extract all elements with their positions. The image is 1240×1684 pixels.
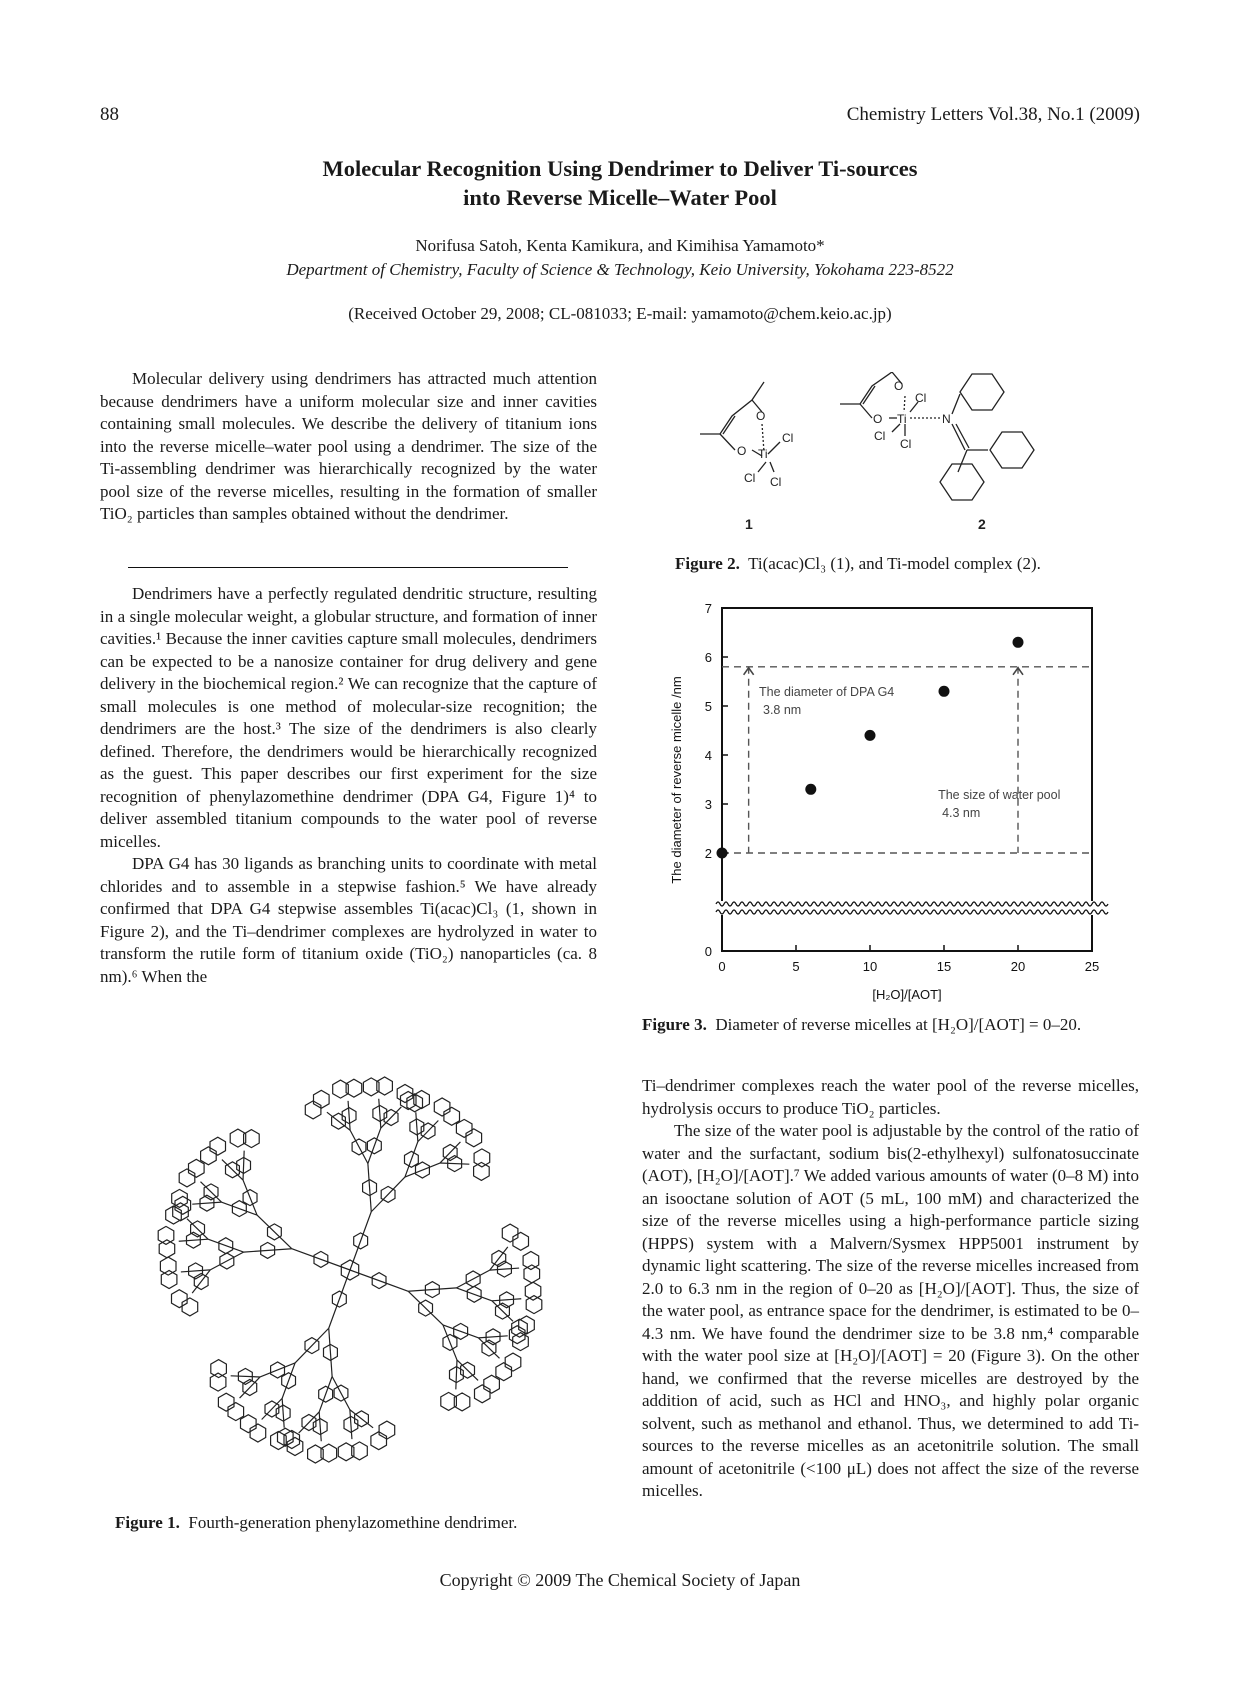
bond xyxy=(295,1328,329,1363)
figure-2-caption xyxy=(675,553,1195,575)
y-tick-label: 6 xyxy=(704,650,712,665)
phenyl-ring xyxy=(434,1098,450,1116)
atom-label: Cl xyxy=(915,391,927,405)
phenyl-ring xyxy=(158,1226,174,1244)
phenyl-ring xyxy=(241,1415,257,1433)
atom-label: Cl xyxy=(782,431,794,445)
atom-label: N xyxy=(942,412,951,426)
annotation-text: The size of water pool xyxy=(938,788,1061,803)
bond xyxy=(408,1288,456,1291)
atom-label: O xyxy=(894,379,904,393)
body-left-column xyxy=(100,583,597,988)
phenyl-ring xyxy=(228,1403,244,1421)
phenyl-ring xyxy=(201,1147,217,1165)
bond xyxy=(257,1215,292,1249)
figure-1-caption-text: Fourth-generation phenylazomethine dendrimer. xyxy=(188,1513,518,1532)
phenyl-ring xyxy=(210,1373,226,1391)
bond xyxy=(368,1128,381,1163)
x-tick-label: 25 xyxy=(1084,959,1100,974)
bond xyxy=(371,1177,405,1212)
phenyl-ring xyxy=(172,1290,188,1308)
bond xyxy=(350,1130,368,1163)
compound-1-structure xyxy=(700,382,780,472)
phenyl-ring xyxy=(444,1107,460,1125)
y-tick-label: 5 xyxy=(704,699,712,714)
bond xyxy=(179,1239,208,1241)
atom-label: O xyxy=(873,412,883,426)
bond xyxy=(490,1268,519,1270)
figure-3-caption xyxy=(642,1014,1139,1036)
phenyl-ring xyxy=(211,1360,227,1378)
phenyl-ring xyxy=(484,1375,500,1393)
figure-3-chart xyxy=(662,595,1114,1005)
phenyl-ring xyxy=(179,1169,195,1187)
phenyl-ring xyxy=(210,1137,226,1155)
bond xyxy=(350,1410,352,1439)
body-paragraph: DPA G4 has 30 ligands as branching units to coordinate with metal chlorides and to assemble in a stepwise fashion.⁵ We have already confirmed that DPA G4 stepwise assembles Ti(acac)Cl₃ (1, shown in Figure 2), and the Ti–dendrimer complexes are hydrolyzed in water to transform the rutile form of titanium oxide (TiO₂) nanoparticles (ca. 8 nm).⁶ When the xyxy=(100,854,597,986)
phenyl-ring xyxy=(250,1424,266,1442)
y-tick-label: 7 xyxy=(704,601,712,616)
bond xyxy=(260,1363,295,1377)
compound-2-structure xyxy=(840,372,1034,500)
bond xyxy=(332,1376,350,1409)
bond xyxy=(456,1360,457,1389)
x-axis-label: [H₂O]/[AOT] xyxy=(872,987,942,1002)
phenyl-ring xyxy=(519,1316,535,1334)
y-tick-label: 0 xyxy=(704,944,712,959)
bond xyxy=(192,1202,221,1204)
bond xyxy=(243,1180,257,1215)
compound-2-atoms xyxy=(873,379,951,451)
bond xyxy=(208,1239,243,1252)
x-tick-label: 0 xyxy=(718,959,726,974)
bond xyxy=(244,1249,292,1252)
annotation-subtext: 4.3 nm xyxy=(942,806,981,821)
phenyl-ring xyxy=(456,1119,472,1137)
authors: Norifusa Satoh, Kenta Kamikura, and Kimihisa Yamamoto* xyxy=(415,236,825,255)
compound-2-label: 2 xyxy=(978,516,986,532)
y-tick-label: 2 xyxy=(704,846,712,861)
compound-1-atoms xyxy=(737,409,793,489)
y-tick-label: 4 xyxy=(704,748,712,763)
phenyl-ring xyxy=(513,1232,529,1250)
bond xyxy=(456,1270,489,1288)
abstract-text: Molecular delivery using dendrimers has attracted much attention because dendrimers have a uniform molecular size and inner cavities containing small molecules. We describe the delivery of titanium ions into the reverse micelle–water pool using a dendrimer. The size of the Ti-assembling dendrimer was hierarchically recognized by the water pool size of the reverse micelles, resulting in the formation of smaller TiO₂ particles than samples obtained without the dendrimer. xyxy=(100,369,597,523)
phenyl-ring xyxy=(505,1353,521,1371)
phenyl-ring xyxy=(474,1149,490,1167)
phenyl-ring xyxy=(523,1252,539,1270)
bond xyxy=(416,1112,418,1141)
bond xyxy=(327,1112,350,1130)
annotation-subtext: 3.8 nm xyxy=(763,703,802,718)
bond xyxy=(408,1291,443,1325)
bond xyxy=(478,1336,507,1338)
bond xyxy=(492,1299,521,1301)
bond xyxy=(319,1412,321,1441)
atom-label: Ti xyxy=(758,447,768,461)
abstract xyxy=(100,368,597,526)
data-point xyxy=(717,848,728,859)
bond xyxy=(319,1376,332,1411)
copyright-footer: Copyright © 2009 The Chemical Society of Japan xyxy=(439,1570,801,1590)
data-point xyxy=(805,784,816,795)
x-tick-label: 15 xyxy=(936,959,952,974)
phenyl-ring xyxy=(218,1393,234,1411)
bond xyxy=(329,1328,332,1376)
body-paragraph: Dendrimers have a perfectly regulated dendritic structure, resulting in a single molecular weight, a globular structure, and formation of inner cavities.¹ Because the inner cavities capture small molecules, dendrimers can be expected to be a nanosize container for drug delivery and gene delivery in the biochemical region.² We can recognize that the capture of small molecules is one method of molecular-size recognition; the dendrimers are the host.³ The size of the dendrimers is also clearly defined. Therefore, the dendrimers would be hierarchically recognized as the guest. This paper describes our first experiment for the size recognition of phenylazomethine dendrimer (DPA G4, Figure 1)⁴ to deliver assembled titanium compounds to the water pool of reverse micelles. xyxy=(100,584,597,851)
phenyl-ring xyxy=(496,1363,512,1381)
data-point xyxy=(1013,637,1024,648)
phenyl-ring xyxy=(502,1224,518,1242)
phenyl-ring xyxy=(182,1298,198,1316)
atom-label: Cl xyxy=(744,471,756,485)
figure-2-ti-complexes xyxy=(690,372,1090,540)
figure-1-caption xyxy=(115,1512,595,1534)
bond xyxy=(379,1099,381,1128)
figure-1-label: Figure 1. xyxy=(115,1513,180,1532)
x-tick-label: 10 xyxy=(862,959,878,974)
title-line-2: into Reverse Micelle–Water Pool xyxy=(463,185,777,210)
bond xyxy=(243,1151,244,1180)
phenyl-ring xyxy=(160,1257,176,1275)
title-line-1: Molecular Recognition Using Dendrimer to Deliver Ti-sources xyxy=(322,156,918,181)
figure-3-label: Figure 3. xyxy=(642,1015,707,1034)
body-paragraph: The size of the water pool is adjustable by the control of the ratio of water and the surfactant, sodium bis(2-ethylhexyl) sulfonatosuccinate (AOT), [H₂O]/[AOT].⁷ We added various amounts of water (0–8 M) into an isooctane solution of AOT (5 mL, 100 mM) and characterized the size of the reverse micelles using a high-performance particle sizing (HPPS) system with a Malvern/Sysmex HPP5001 instrument by dynamic light scattering. The size of the reverse micelles increased from 2.0 to 6.3 nm in the region of 0–20 as [H₂O]/[AOT]. Thus, the size of the water pool, as entrance space for the dendrimer, is estimated to be 0–4.3 nm. We have found the dendrimer size to be 3.8 nm,⁴ comparable with the water pool size at [H₂O]/[AOT] = 20 (Figure 3). On the other hand, we confirmed that the reverse micelles are destroyed by the addition of acid, such as HCl and HNO₃, and highly polar organic solvent, such as methanol and ethanol. Thus, we determined to add Ti-sources to the reverse micelles as an acetonitrile solution. The small amount of acetonitrile (<100 μL) does not affect the size of the reverse micelles. xyxy=(642,1121,1139,1500)
figure-2-caption-text: Ti(acac)Cl₃ (1), and Ti-model complex (2). xyxy=(748,554,1041,573)
y-axis-label: The diameter of reverse micelle /nm xyxy=(669,676,684,884)
bond xyxy=(405,1163,440,1177)
dendrimer-drawing xyxy=(158,1077,542,1463)
atom-label: Cl xyxy=(874,429,886,443)
atom-label: O xyxy=(737,444,747,458)
phenyl-ring xyxy=(475,1385,491,1403)
bond xyxy=(350,1410,373,1428)
body-right-column xyxy=(642,1075,1139,1503)
plot-frame xyxy=(722,608,1092,951)
body-paragraph: Ti–dendrimer complexes reach the water pool of the reverse micelles, hydrolysis occurs to produce TiO₂ particles. xyxy=(642,1076,1139,1118)
bond xyxy=(181,1270,210,1272)
phenyl-ring xyxy=(161,1271,177,1289)
compound-1-label: 1 xyxy=(745,516,753,532)
phenyl-ring xyxy=(526,1296,542,1314)
paper-title xyxy=(0,154,1240,212)
bond xyxy=(231,1376,260,1377)
phenyl-ring xyxy=(466,1129,482,1147)
x-tick-label: 20 xyxy=(1010,959,1026,974)
annotation-text: The diameter of DPA G4 xyxy=(759,685,895,700)
bond xyxy=(348,1101,350,1130)
bond xyxy=(368,1164,371,1212)
figure-1-dendrimer-structure xyxy=(110,1040,590,1495)
phenyl-ring xyxy=(189,1159,205,1177)
atom-label: Ti xyxy=(897,412,907,426)
axis-break xyxy=(716,901,1108,915)
phenyl-ring xyxy=(166,1206,182,1224)
bond xyxy=(443,1325,457,1360)
x-tick-label: 5 xyxy=(792,959,800,974)
phenyl-ring xyxy=(524,1265,540,1283)
atom-label: O xyxy=(756,409,766,423)
abstract-divider xyxy=(128,567,568,568)
received-line: (Received October 29, 2008; CL-081033; E-mail: yamamoto@chem.keio.ac.jp) xyxy=(348,304,892,323)
figure-2-label: Figure 2. xyxy=(675,554,740,573)
journal-header: Chemistry Letters Vol.38, No.1 (2009) xyxy=(846,104,1140,125)
affiliation: Department of Chemistry, Faculty of Science & Technology, Keio University, Yokohama 223-8522 xyxy=(286,260,954,279)
y-tick-label: 3 xyxy=(704,797,712,812)
atom-label: Cl xyxy=(900,437,912,451)
figure-3-caption-text: Diameter of reverse micelles at [H₂O]/[AOT] = 0–20. xyxy=(715,1015,1082,1034)
atom-label: Cl xyxy=(770,475,782,489)
bond xyxy=(440,1163,469,1164)
bond xyxy=(282,1398,284,1427)
data-point xyxy=(865,730,876,741)
phenyl-ring xyxy=(474,1162,490,1180)
bond xyxy=(456,1288,491,1301)
data-point xyxy=(939,686,950,697)
bond xyxy=(210,1252,243,1270)
page-number: 88 xyxy=(100,104,119,125)
